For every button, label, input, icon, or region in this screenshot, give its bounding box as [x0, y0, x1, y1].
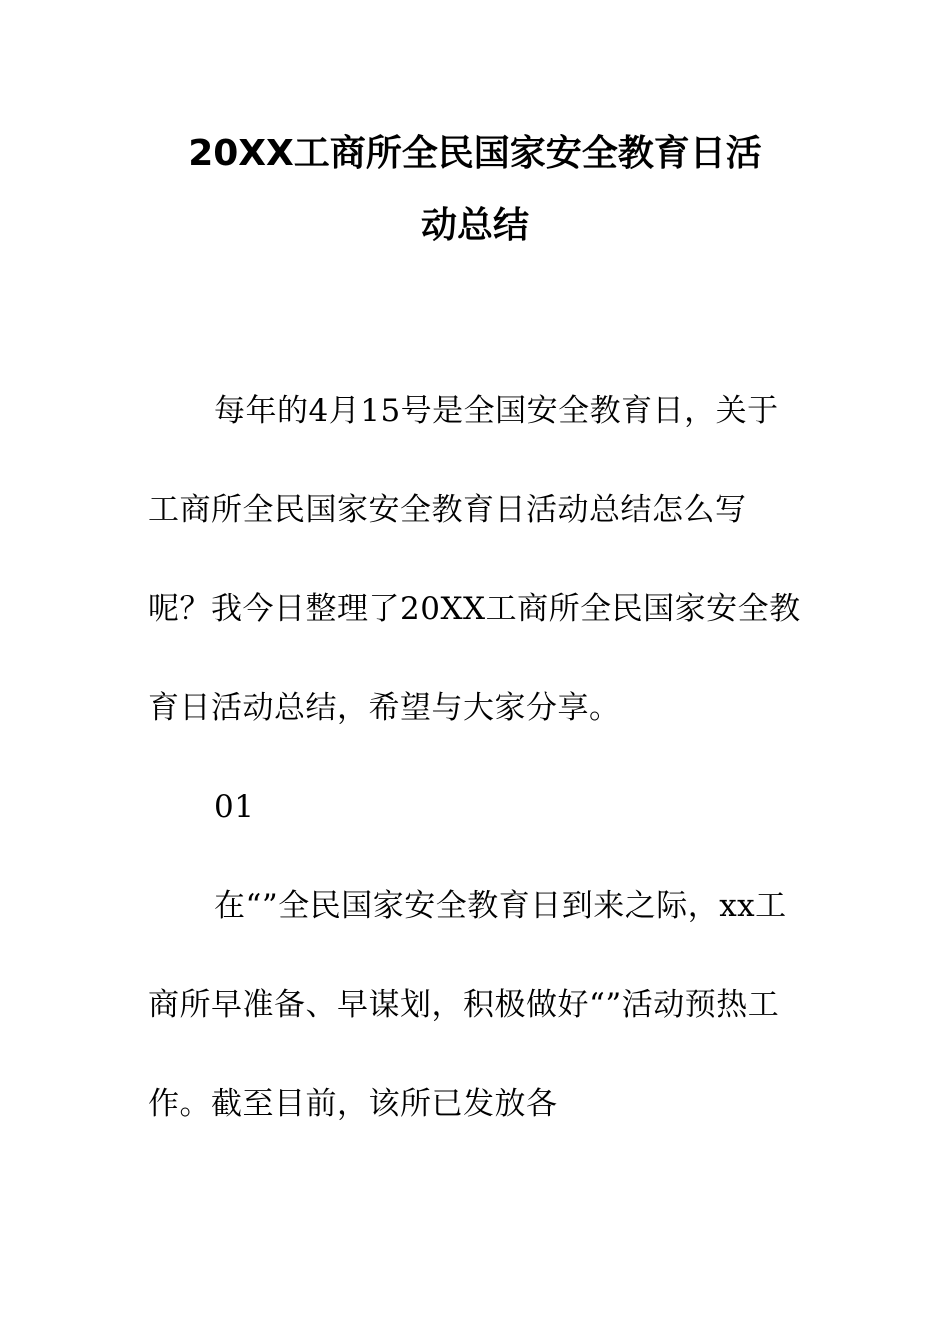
document-title — [148, 118, 802, 262]
document-body — [148, 362, 802, 1154]
paragraph-intro: 每年的4月15号是全国安全教育日，关于工商所全民国家安全教育日活动总结怎么写呢？我今日整理了20XX工商所全民国家安全教育日活动总结，希望与大家分享。 — [148, 393, 801, 726]
section-number: 01 — [214, 789, 255, 825]
title-line-2: 动总结 — [420, 205, 529, 246]
title-line-1: 20XX工商所全民国家安全教育日活 — [188, 133, 762, 174]
paragraph-section-1: 在“”全民国家安全教育日到来之际，xx工商所早准备、早谋划，积极做好“”活动预热工作。截至目前，该所已发放各 — [148, 888, 787, 1122]
